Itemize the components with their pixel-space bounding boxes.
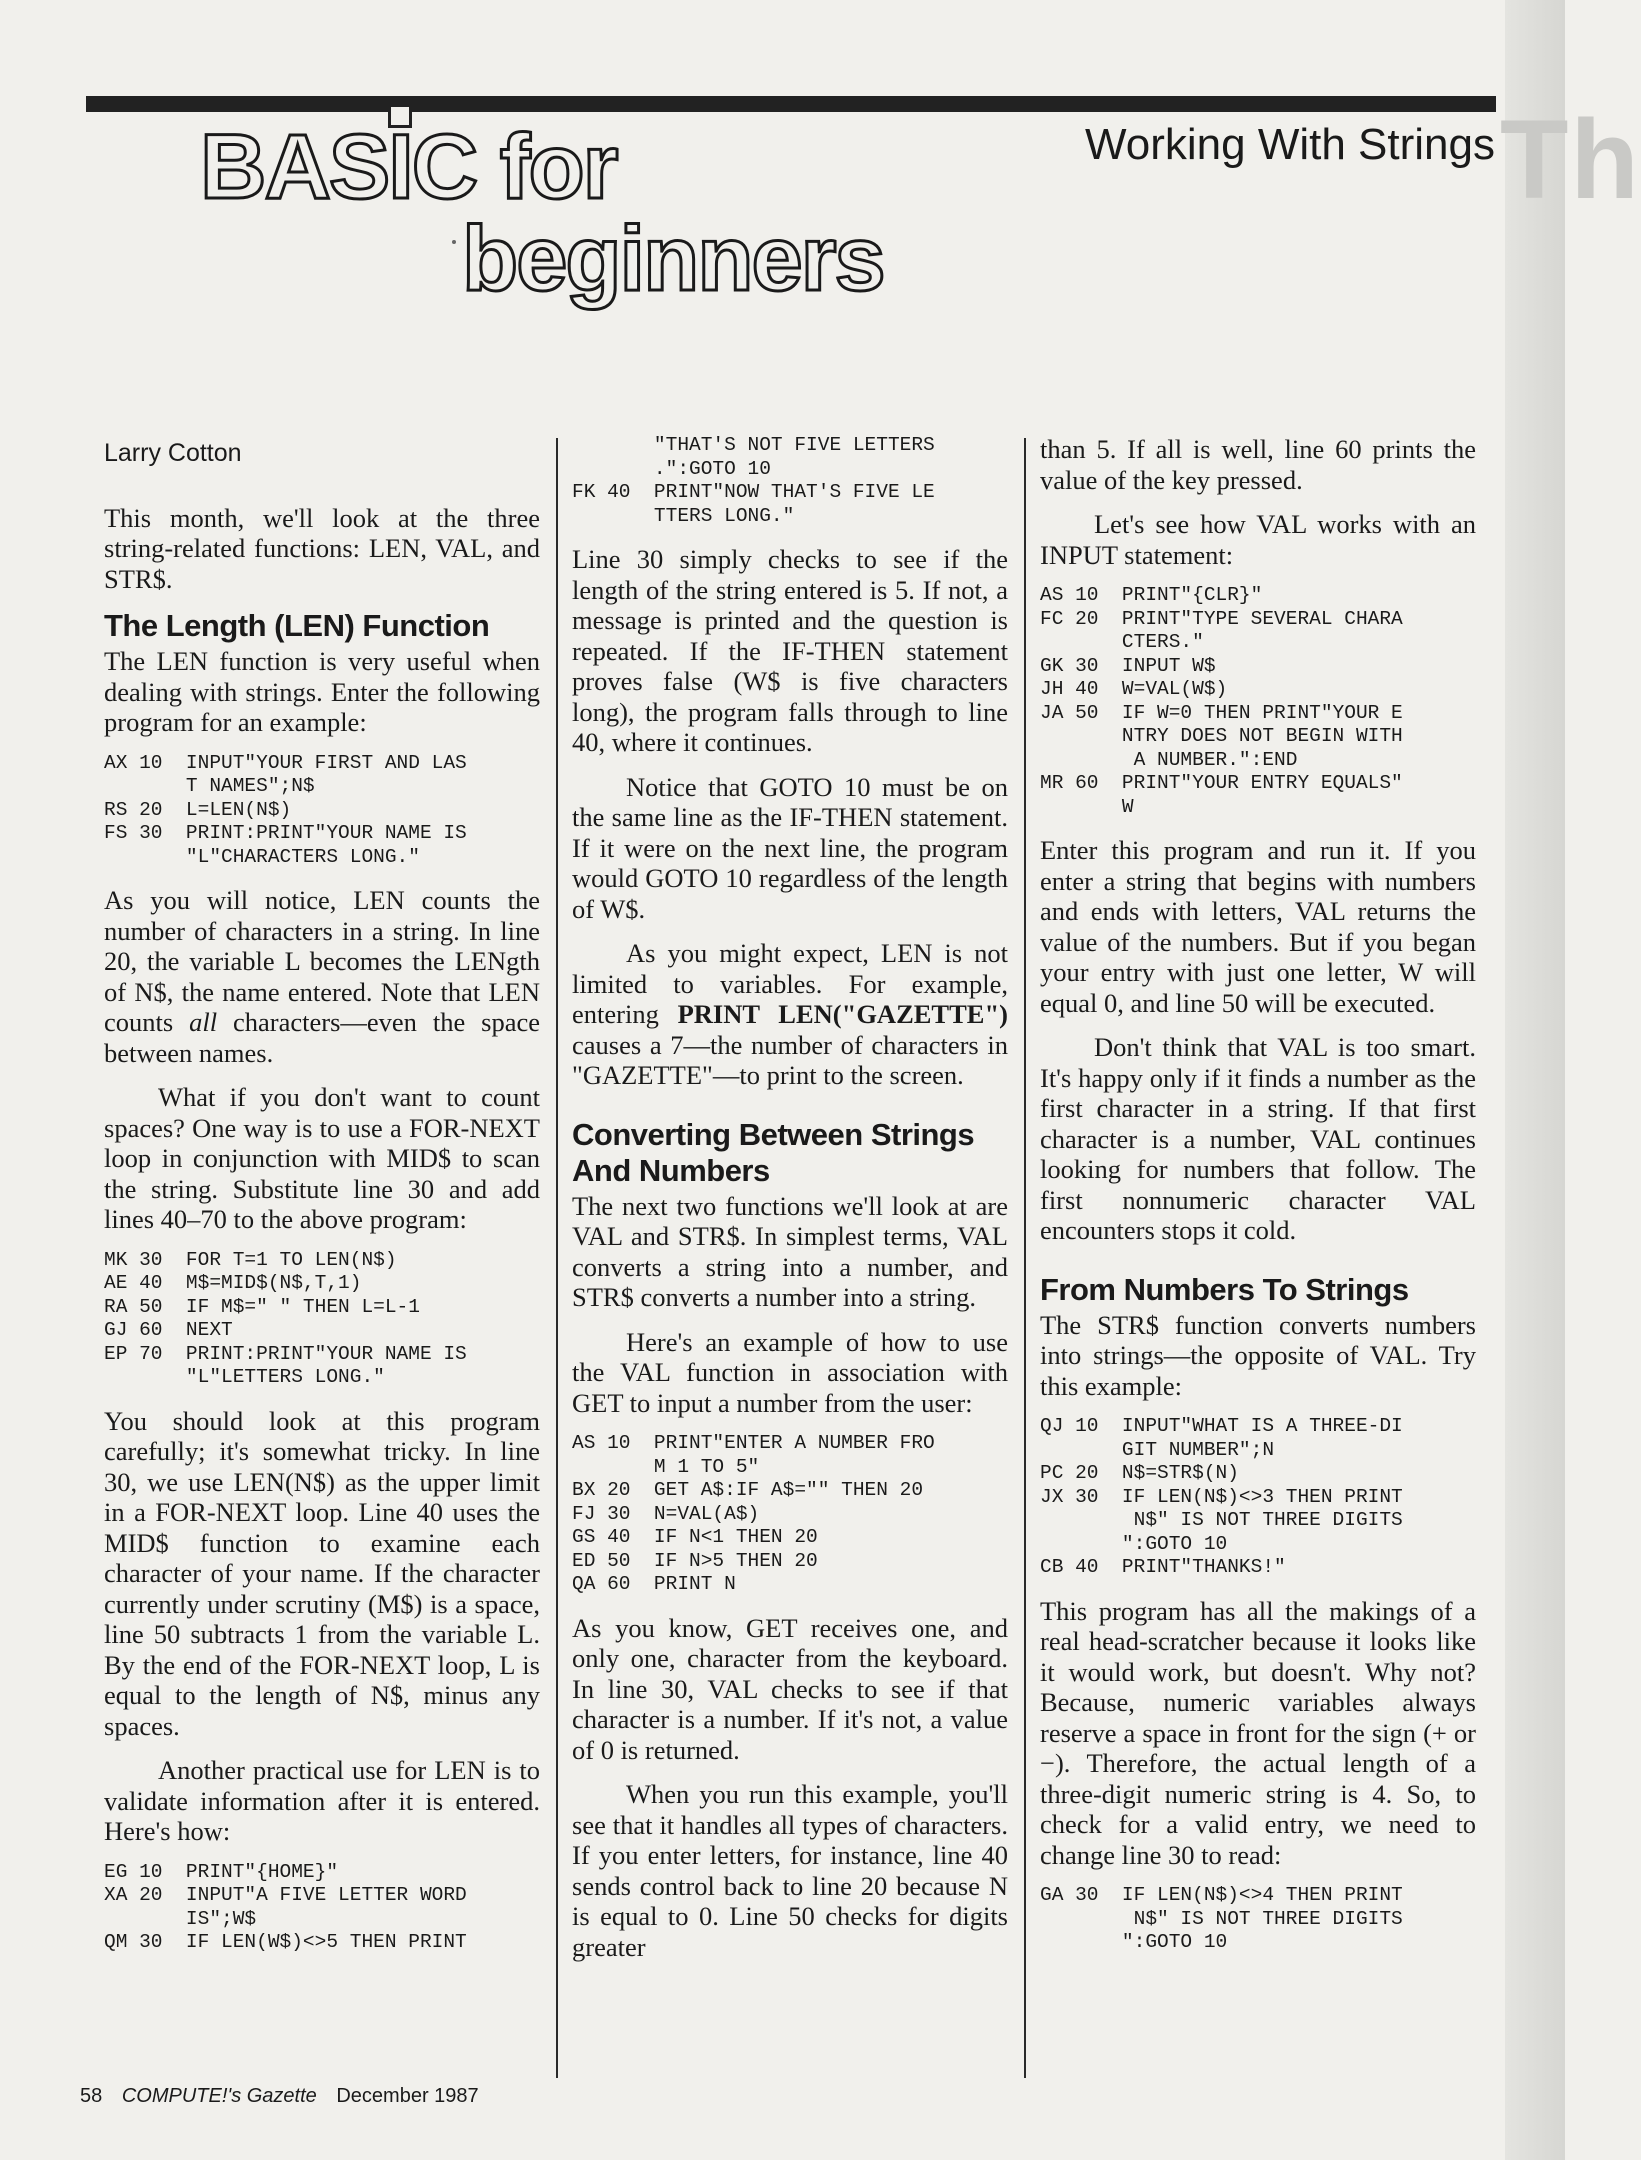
- column-divider-1: [556, 438, 558, 2078]
- bold-code: PRINT LEN("GAZETTE"): [677, 999, 1008, 1029]
- text-run: causes a 7—the number of characters in "GAZETTE"—to print to the screen.: [572, 1029, 1008, 1090]
- magazine-name: COMPUTE!'s Gazette: [121, 2085, 317, 2107]
- code-listing: AS 10 PRINT"{CLR}" FC 20 PRINT"TYPE SEVERAL CHARA CTERS." GK 30 INPUT W$ JH 40 W=VAL(W$) JA 50 IF W=0 THEN PRINT"YOUR E NTRY DOES NOT BEGIN WITH A NUMBER.":END MR 60 PRINT"YOUR ENTRY EQUALS" W: [1040, 584, 1403, 818]
- code-listing: QJ 10 INPUT"WHAT IS A THREE-DI GIT NUMBER";N PC 20 N$=STR$(N) JX 30 IF LEN(N$)<>3 THEN PRINT N$" IS NOT THREE DIGITS ":GOTO 10 CB 40 PRINT"THANKS!": [1040, 1415, 1403, 1578]
- text-run: As you will notice, LEN counts the number of characters in a string. In line 20, the variable L becomes the LENgth of N$, the name entered. Note that LEN counts: [104, 885, 540, 1037]
- page-number: 58: [80, 2085, 103, 2107]
- paragraph: Another practical use for LEN is to validate information after it is entered. Here's how:: [104, 1755, 540, 1846]
- text-run: characters—even the space between names.: [104, 1007, 540, 1068]
- paragraph: Don't think that VAL is too smart. It's happy only if it finds a number as the first character in a string. If that first character is a number, VAL continues looking for numbers that follow. The first nonnumeric character VAL encounters stops it cold.: [1040, 1032, 1476, 1245]
- paragraph: [104, 885, 540, 1068]
- article-column-3: [1040, 434, 1476, 2074]
- paragraph: The LEN function is very useful when dealing with strings. Enter the following program for an example:: [104, 646, 540, 737]
- page-edge: [1505, 0, 1565, 2160]
- intro-paragraph: This month, we'll look at the three string-related functions: LEN, VAL, and STR$.: [104, 502, 540, 594]
- logo-line-1: BASIC for: [200, 116, 617, 218]
- column-divider-2: [1024, 438, 1026, 2078]
- heading-converting: Converting Between Strings And Numbers: [572, 1116, 975, 1188]
- heading-numbers-to-strings: From Numbers To Strings: [1040, 1271, 1409, 1307]
- code-listing: "THAT'S NOT FIVE LETTERS .":GOTO 10 FK 40 PRINT"NOW THAT'S FIVE LE TTERS LONG.": [572, 434, 935, 527]
- paragraph: Let's see how VAL works with an INPUT statement:: [1040, 509, 1476, 570]
- emphasis: all: [189, 1007, 218, 1037]
- page-footer: [80, 2085, 493, 2108]
- paragraph: This program has all the makings of a real head-scratcher because it looks like it would work, but doesn't. Why not? Because, numeric variables always reserve a space in front for the sign (+ or −). Therefore, the actual length of a three-digit numeric string is 4. So, to check for a valid entry, we need to change line 30 to read:: [1040, 1595, 1476, 1870]
- issue-date: December 1987: [336, 2085, 479, 2107]
- paragraph: than 5. If all is well, line 60 prints the value of the key pressed.: [1040, 434, 1476, 495]
- section-title: Working With Strings: [1085, 120, 1495, 169]
- article-column-2: [572, 434, 1008, 2074]
- code-listing: EG 10 PRINT"{HOME}" XA 20 INPUT"A FIVE LETTER WORD IS";W$ QM 30 IF LEN(W$)<>5 THEN PRINT: [104, 1860, 467, 1953]
- paragraph: Enter this program and run it. If you enter a string that begins with numbers and ends with letters, VAL returns the value of the numbers. But if you began your entry with just one letter, W will equal 0, and line 50 will be executed.: [1040, 835, 1476, 1018]
- heading-len-function: The Length (LEN) Function: [104, 608, 490, 643]
- paragraph: When you run this example, you'll see that it handles all types of characters. If you enter letters, for instance, line 40 sends control back to line 20 because N is equal to 0. Line 50 checks for digits greater: [572, 1779, 1008, 1962]
- paragraph: What if you don't want to count spaces? One way is to use a FOR-NEXT loop in conjunction with MID$ to scan the string. Substitute line 30 and add lines 40–70 to the above program:: [104, 1082, 540, 1234]
- code-listing: AX 10 INPUT"YOUR FIRST AND LAS T NAMES";N$ RS 20 L=LEN(N$) FS 30 PRINT:PRINT"YOUR NAME IS "L"CHARACTERS LONG.": [104, 751, 467, 868]
- code-listing: GA 30 IF LEN(N$)<>4 THEN PRINT N$" IS NOT THREE DIGITS ":GOTO 10: [1040, 1884, 1403, 1953]
- header-rule: [86, 96, 1496, 112]
- article-column-1: [104, 434, 540, 2074]
- logo-graphic: [200, 118, 900, 308]
- text-run: As you might expect, LEN is not limited to variables. For example, entering: [572, 938, 1008, 1029]
- paragraph: [572, 938, 1008, 1091]
- code-listing: MK 30 FOR T=1 TO LEN(N$) AE 40 M$=MID$(N$,T,1) RA 50 IF M$=" " THEN L=L-1 GJ 60 NEXT EP 70 PRINT:PRINT"YOUR NAME IS "L"LETTERS LONG.": [104, 1248, 467, 1388]
- bleed-through-title: Th: [1500, 97, 1641, 222]
- code-listing: AS 10 PRINT"ENTER A NUMBER FRO M 1 TO 5" BX 20 GET A$:IF A$="" THEN 20 FJ 30 N=VAL(A$) GS 40 IF N<1 THEN 20 ED 50 IF N>5 THEN 20 QA 60 PRINT N: [572, 1432, 935, 1595]
- basic-for-beginners-logo: [200, 118, 900, 308]
- paragraph: The next two functions we'll look at are VAL and STR$. In simplest terms, VAL converts a string into a number, and STR$ converts a number into a string.: [572, 1190, 1008, 1312]
- paragraph: Here's an example of how to use the VAL function in association with GET to input a number from the user:: [572, 1326, 1008, 1418]
- logo-line-2: beginners: [462, 208, 884, 310]
- logo-dot: [452, 240, 456, 244]
- paragraph: The STR$ function converts numbers into strings—the opposite of VAL. Try this example:: [1040, 1309, 1476, 1401]
- paragraph: As you know, GET receives one, and only one, character from the keyboard. In line 30, VAL checks to see if that character is a number. If it's not, a value of 0 is returned.: [572, 1612, 1008, 1765]
- byline: Larry Cotton: [104, 439, 242, 467]
- paragraph: Notice that GOTO 10 must be on the same line as the IF-THEN statement. If it were on the next line, the program would GOTO 10 regardless of the length of W$.: [572, 771, 1008, 924]
- paragraph: Line 30 simply checks to see if the length of the string entered is 5. If not, a message is printed and the question is repeated. If the IF-THEN statement proves false (W$ is five characters long), the program falls through to line 40, where it continues.: [572, 544, 1008, 757]
- paragraph: You should look at this program carefully; it's somewhat tricky. In line 30, we use LEN(N$) as the upper limit in a FOR-NEXT loop. Line 40 uses the MID$ function to examine each character of your name. If the character currently under scrutiny (M$) is a space, line 50 subtracts 1 from the variable L. By the end of the FOR-NEXT loop, L is equal to the length of N$, minus any spaces.: [104, 1405, 540, 1741]
